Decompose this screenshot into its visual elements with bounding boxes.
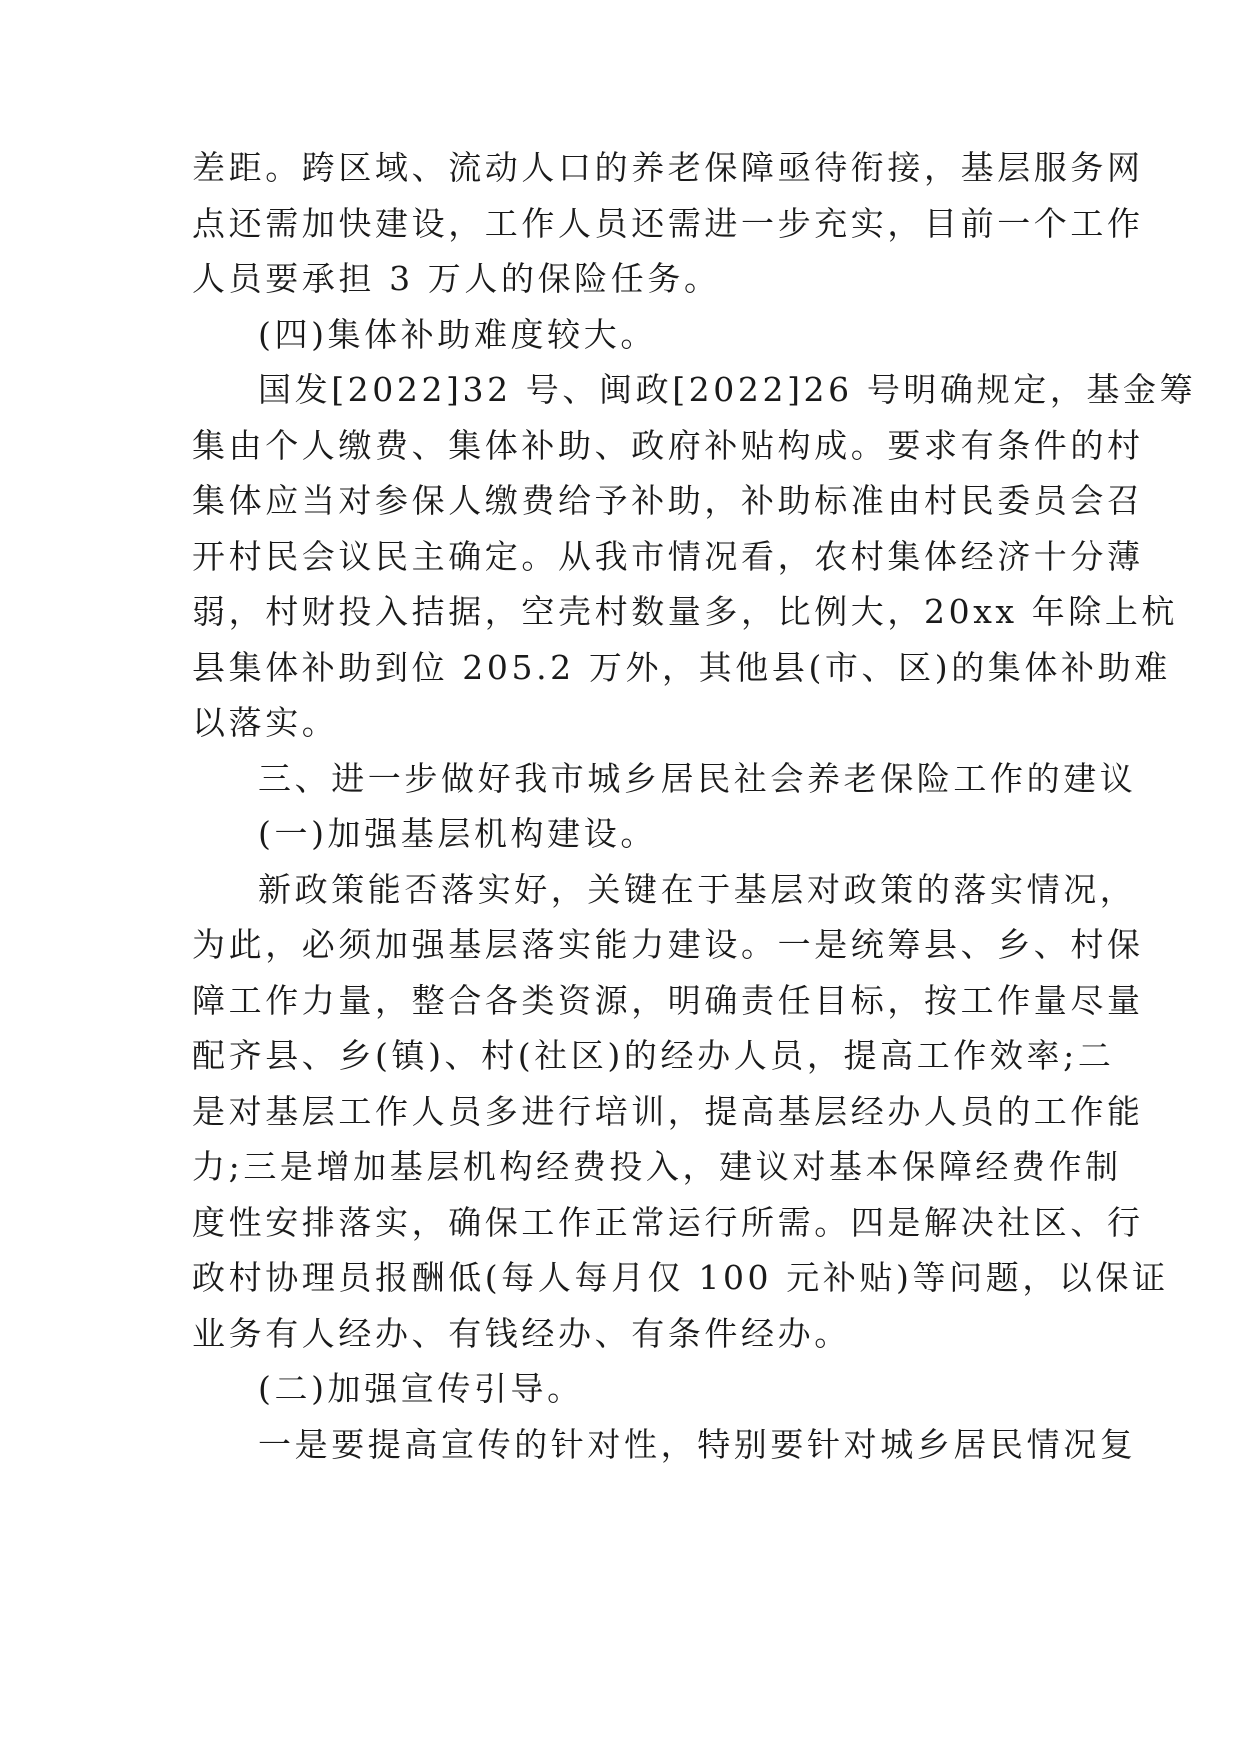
body-line: 县集体补助到位 205.2 万外，其他县(市、区)的集体补助难 [192,647,1171,687]
body-line: 点还需加快建设，工作人员还需进一步充实，目前一个工作 [192,203,1144,243]
body-line: 政村协理员报酬低(每人每月仅 100 元补贴)等问题，以保证 [192,1258,1169,1297]
chapter-heading-3: 三、进一步做好我市城乡居民社会养老保险工作的建议 [258,758,1137,798]
body-line: 人员要承担 3 万人的保险任务。 [192,259,721,298]
section-heading-1: (一)加强基层机构建设。 [258,814,657,853]
body-line: 业务有人经办、有钱经办、有条件经办。 [192,1313,851,1353]
body-line: 以落实。 [192,703,339,742]
body-line: 障工作力量，整合各类资源，明确责任目标，按工作量尽量 [192,980,1144,1020]
body-line: 弱，村财投入拮据，空壳村数量多，比例大，20xx 年除上杭 [192,592,1179,631]
document-body [192,140,1197,1472]
body-line: 力;三是增加基层机构经费投入，建议对基本保障经费作制 [192,1147,1122,1186]
body-line: 国发[2022]32 号、闽政[2022]26 号明确规定，基金筹 [258,370,1197,409]
body-line: 度性安排落实，确保工作正常运行所需。四是解决社区、行 [192,1202,1144,1242]
body-line: 差距。跨区域、流动人口的养老保障亟待衔接，基层服务网 [192,148,1144,187]
body-line: 集由个人缴费、集体补助、政府补贴构成。要求有条件的村 [192,425,1144,465]
body-line: 是对基层工作人员多进行培训，提高基层经办人员的工作能 [192,1091,1144,1131]
body-line: 为此，必须加强基层落实能力建设。一是统筹县、乡、村保 [192,925,1144,964]
body-line: 开村民会议民主确定。从我市情况看，农村集体经济十分薄 [192,536,1144,576]
body-line: 新政策能否落实好，关键在于基层对政策的落实情况， [258,869,1137,909]
body-line: 配齐县、乡(镇)、村(社区)的经办人员，提高工作效率;二 [192,1036,1115,1075]
section-heading-4: (四)集体补助难度较大。 [258,314,657,354]
body-line: 一是要提高宣传的针对性，特别要针对城乡居民情况复 [258,1424,1137,1464]
body-line: 集体应当对参保人缴费给予补助，补助标准由村民委员会召 [192,481,1144,520]
section-heading-2: (二)加强宣传引导。 [258,1369,584,1408]
